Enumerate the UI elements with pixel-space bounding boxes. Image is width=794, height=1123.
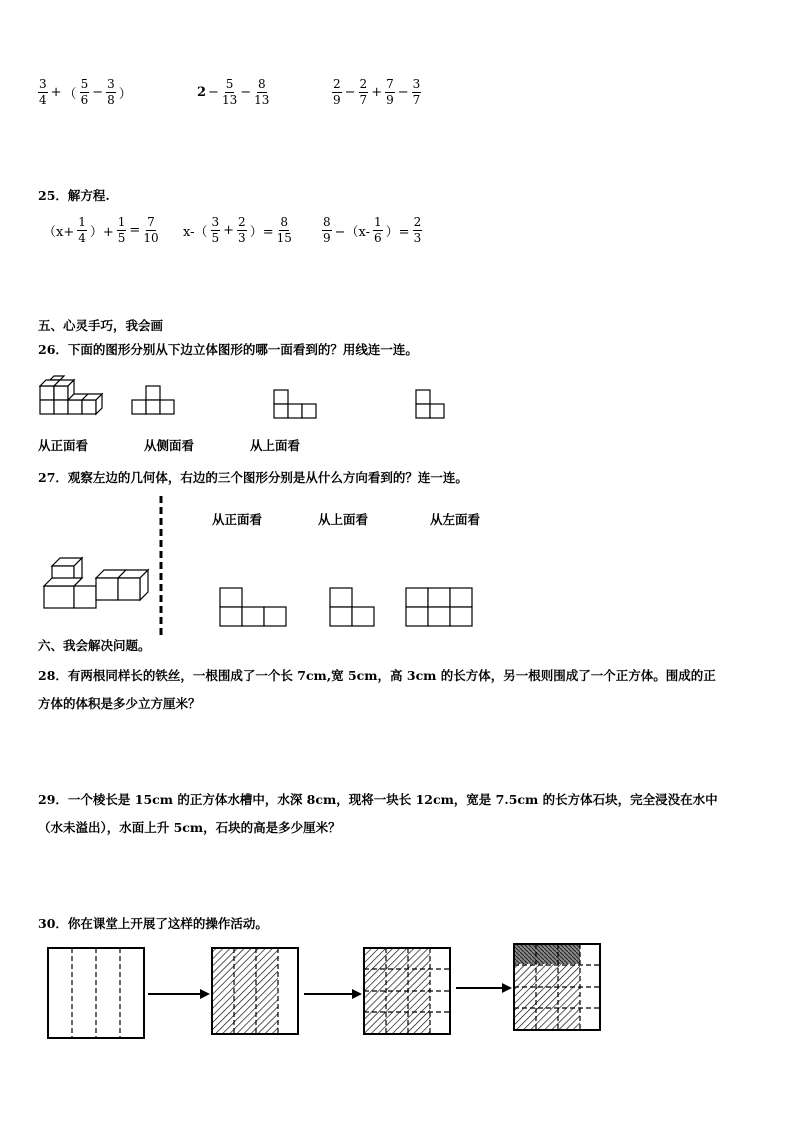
section-5-title: 五、心灵手巧，我会画 <box>38 318 164 333</box>
fraction: $\frac{8}{15}$ <box>276 215 292 245</box>
fraction: $\frac{2}{9}$ <box>333 77 341 107</box>
q28-line-1: 28．有两根同样长的铁丝，一根围成了一个长 7cm,宽 5cm，高 3cm 的长方体，另一根则围成了一个正方体。围成的正 <box>38 668 716 683</box>
fraction: $\frac{7}{9}$ <box>386 77 394 107</box>
arrow-3 <box>456 983 512 993</box>
fraction: $\frac{3}{4}$ <box>39 77 47 107</box>
q29-line-2: （水未溢出），水面上升 5cm，石块的高是多少厘米？ <box>38 820 341 835</box>
q25-equation-2: x-（ $\frac{3}{5}$ + $\frac{2}{3}$ ）= $\frac{8}{15}$ <box>183 215 292 245</box>
fraction: $\frac{8}{9}$ <box>323 215 331 245</box>
fraction: $\frac{3}{8}$ <box>107 77 115 107</box>
q26-label-top: 从上面看 <box>250 438 301 453</box>
fraction: $\frac{3}{5}$ <box>211 215 220 245</box>
q26-label-front: 从正面看 <box>38 438 89 453</box>
fraction: $\frac{1}{5}$ <box>117 215 126 245</box>
square-4 <box>514 944 600 1030</box>
q27-label-top: 从上面看 <box>318 512 369 527</box>
q26-solid-figure <box>38 378 100 424</box>
fraction: $\frac{3}{7}$ <box>412 77 421 107</box>
fraction: $\frac{2}{7}$ <box>359 77 368 107</box>
arrow-2 <box>304 989 362 999</box>
q26-label-side: 从侧面看 <box>144 438 195 453</box>
fraction: $\frac{2}{3}$ <box>413 215 422 245</box>
q29-line-1: 29．一个棱长是 15cm 的正方体水槽中，水深 8cm，现将一块长 12cm，宽是 7.5cm 的长方体石块，完全浸没在水中 <box>38 792 718 807</box>
q26-view-b <box>272 388 322 424</box>
q25-equation-1: （x+ $\frac{1}{4}$ ）+ $\frac{1}{5}$ = $\frac{7}{10}$ <box>43 215 159 245</box>
q27-title: 27．观察左边的几何体，右边的三个图形分别是从什么方向看到的？连一连。 <box>38 470 468 485</box>
q28-line-2: 方体的体积是多少立方厘米？ <box>38 696 201 711</box>
arrow-1 <box>148 989 210 999</box>
square-3 <box>364 948 450 1034</box>
section-6-title: 六、我会解决问题。 <box>38 638 151 653</box>
q27-label-front: 从正面看 <box>212 512 263 527</box>
fraction: $\frac{2}{3}$ <box>238 215 246 245</box>
fraction: $\frac{8}{13}$ <box>254 77 270 107</box>
q26-view-a <box>130 384 180 420</box>
square-2 <box>212 948 298 1034</box>
q27-dashed-divider <box>158 496 164 638</box>
q30-title: 30．你在课堂上开展了这样的操作活动。 <box>38 916 268 931</box>
q27-view-c <box>404 586 476 628</box>
q27-label-left: 从左面看 <box>430 512 481 527</box>
q30-fold-diagram <box>40 940 610 1044</box>
fraction: $\frac{5}{6}$ <box>80 77 89 107</box>
fraction: $\frac{7}{10}$ <box>143 215 159 245</box>
q27-view-a <box>218 586 290 628</box>
fraction: $\frac{5}{13}$ <box>221 77 238 107</box>
fraction: $\frac{1}{4}$ <box>78 215 86 245</box>
q24-expr-3: $\frac{2}{9}$ − $\frac{2}{7}$ + $\frac{7}{9}$ − $\frac{3}{7}$ <box>333 77 421 107</box>
q26-view-c <box>414 388 450 424</box>
q25-equation-3: $\frac{8}{9}$ −（x- $\frac{1}{6}$ ）= $\frac{2}{3}$ <box>323 215 422 245</box>
q27-view-b <box>328 586 378 628</box>
q24-expr-1: $\frac{3}{4}$ + （ $\frac{5}{6}$ − $\frac{3}{8}$ ） <box>39 77 132 107</box>
q25-title: 25．解方程. <box>38 188 110 203</box>
q26-title: 26．下面的图形分别从下边立体图形的哪一面看到的？用线连一连。 <box>38 342 418 357</box>
q27-solid-figure <box>42 556 142 614</box>
q24-expr-2: 2 − $\frac{5}{13}$ − $\frac{8}{13}$ <box>197 77 270 107</box>
square-1 <box>48 948 144 1038</box>
fraction: $\frac{1}{6}$ <box>374 215 382 245</box>
